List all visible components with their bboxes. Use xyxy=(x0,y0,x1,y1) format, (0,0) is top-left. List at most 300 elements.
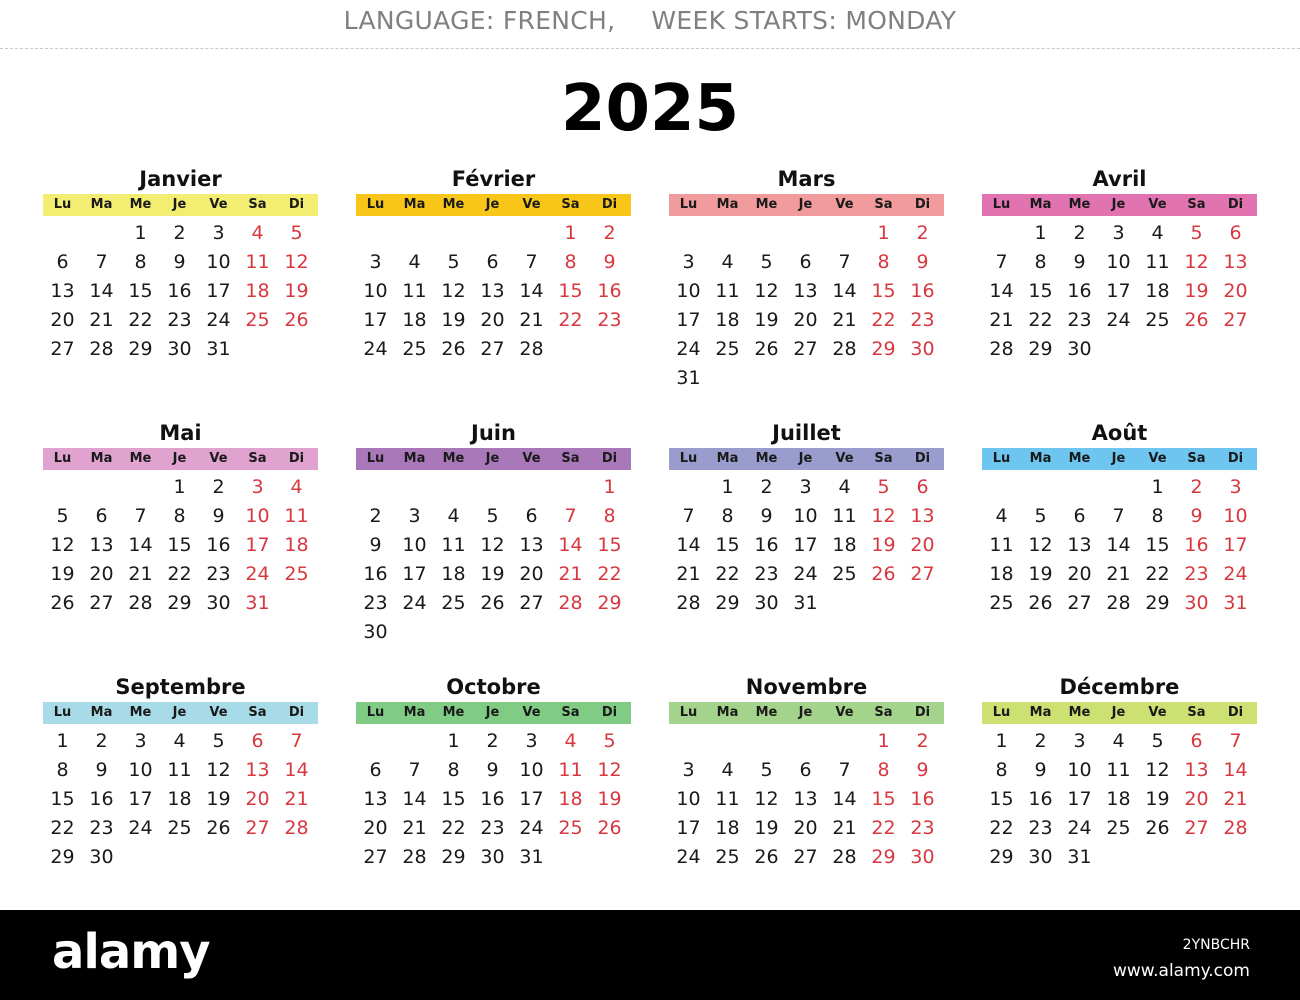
day-cell: 10 xyxy=(1106,251,1131,273)
weekday-label: Di xyxy=(288,451,305,466)
day-cell: 29 xyxy=(1028,338,1053,360)
day-cell: 6 xyxy=(369,759,382,781)
month-block xyxy=(982,166,1257,364)
day-cell: 22 xyxy=(1145,563,1170,585)
day-cell: 19 xyxy=(284,280,309,302)
day-cell: 8 xyxy=(877,251,890,273)
weekday-label: Je xyxy=(1111,705,1126,720)
day-cell: 13 xyxy=(519,534,544,556)
day-cell: 19 xyxy=(480,563,505,585)
day-cell: 26 xyxy=(50,592,75,614)
day-cell: 4 xyxy=(408,251,421,273)
day-cell: 14 xyxy=(832,280,857,302)
day-cell: 22 xyxy=(558,309,583,331)
day-cell: 12 xyxy=(1145,759,1170,781)
day-cell: 23 xyxy=(167,309,192,331)
month-name: Décembre xyxy=(1059,675,1180,699)
day-cell: 24 xyxy=(1067,817,1092,839)
weekday-label: Lu xyxy=(679,705,698,720)
day-cell: 17 xyxy=(793,534,818,556)
day-cell: 2 xyxy=(95,730,108,752)
day-grid xyxy=(669,727,944,872)
day-cell: 13 xyxy=(89,534,114,556)
day-cell: 24 xyxy=(206,309,231,331)
day-cell: 13 xyxy=(480,280,505,302)
day-cell: 16 xyxy=(1028,788,1053,810)
day-cell: 25 xyxy=(284,563,309,585)
month-block xyxy=(982,420,1257,618)
day-cell: 12 xyxy=(50,534,75,556)
day-cell: 23 xyxy=(1184,563,1209,585)
empty-cell xyxy=(786,219,825,248)
day-cell: 19 xyxy=(1028,563,1053,585)
weekday-label: Ve xyxy=(1148,197,1167,212)
day-cell: 15 xyxy=(50,788,75,810)
day-cell: 21 xyxy=(128,563,153,585)
weekday-label: Lu xyxy=(53,197,72,212)
day-cell: 6 xyxy=(525,505,538,527)
day-cell: 20 xyxy=(910,534,935,556)
empty-cell xyxy=(395,473,434,502)
weekday-label: Ma xyxy=(403,705,426,720)
day-cell: 1 xyxy=(603,476,616,498)
weekday-label: Me xyxy=(755,451,778,466)
image-id: 2YNBCHR xyxy=(1182,937,1250,953)
day-cell: 20 xyxy=(1223,280,1248,302)
empty-cell xyxy=(43,473,82,502)
day-cell: 22 xyxy=(50,817,75,839)
day-cell: 1 xyxy=(447,730,460,752)
day-cell: 6 xyxy=(486,251,499,273)
day-cell: 26 xyxy=(754,338,779,360)
day-cell: 16 xyxy=(1184,534,1209,556)
weekday-label: Je xyxy=(485,197,500,212)
day-cell: 19 xyxy=(597,788,622,810)
day-cell: 5 xyxy=(603,730,616,752)
day-cell: 17 xyxy=(676,309,701,331)
day-cell: 24 xyxy=(245,563,270,585)
month-name: Juin xyxy=(471,421,516,445)
day-cell: 23 xyxy=(363,592,388,614)
day-cell: 1 xyxy=(56,730,69,752)
weekday-label: Di xyxy=(1227,705,1244,720)
day-cell: 6 xyxy=(1190,730,1203,752)
day-cell: 19 xyxy=(441,309,466,331)
day-cell: 20 xyxy=(50,309,75,331)
weekday-label: Sa xyxy=(1187,197,1206,212)
watermark-footer xyxy=(0,910,1300,1000)
day-cell: 9 xyxy=(603,251,616,273)
day-cell: 28 xyxy=(519,338,544,360)
day-cell: 15 xyxy=(167,534,192,556)
day-grid xyxy=(669,219,944,393)
day-cell: 26 xyxy=(597,817,622,839)
weekday-header xyxy=(356,702,631,724)
footer-meta xyxy=(1113,932,1250,984)
day-cell: 25 xyxy=(715,846,740,868)
day-cell: 14 xyxy=(89,280,114,302)
day-cell: 13 xyxy=(793,280,818,302)
weekday-label: Ma xyxy=(90,197,113,212)
day-cell: 29 xyxy=(871,338,896,360)
day-cell: 20 xyxy=(793,817,818,839)
day-cell: 9 xyxy=(369,534,382,556)
empty-cell xyxy=(473,473,512,502)
day-cell: 12 xyxy=(206,759,231,781)
day-cell: 17 xyxy=(676,817,701,839)
day-cell: 5 xyxy=(212,730,225,752)
weekday-label: Je xyxy=(1111,451,1126,466)
month-block xyxy=(356,674,631,872)
weekday-label: Di xyxy=(1227,197,1244,212)
weekday-label: Di xyxy=(914,451,931,466)
day-cell: 30 xyxy=(1067,338,1092,360)
day-cell: 26 xyxy=(480,592,505,614)
day-grid xyxy=(982,727,1257,872)
day-cell: 20 xyxy=(1184,788,1209,810)
day-cell: 10 xyxy=(793,505,818,527)
day-cell: 12 xyxy=(480,534,505,556)
day-cell: 27 xyxy=(1184,817,1209,839)
day-cell: 25 xyxy=(558,817,583,839)
day-cell: 3 xyxy=(799,476,812,498)
day-cell: 27 xyxy=(910,563,935,585)
weekday-label: Me xyxy=(1068,705,1091,720)
day-cell: 4 xyxy=(173,730,186,752)
day-cell: 1 xyxy=(173,476,186,498)
weekday-label: Me xyxy=(442,705,465,720)
day-cell: 2 xyxy=(603,222,616,244)
weekday-label: Ve xyxy=(835,451,854,466)
day-cell: 10 xyxy=(245,505,270,527)
day-cell: 18 xyxy=(558,788,583,810)
day-cell: 17 xyxy=(363,309,388,331)
day-cell: 13 xyxy=(1184,759,1209,781)
day-cell: 8 xyxy=(447,759,460,781)
day-cell: 10 xyxy=(1223,505,1248,527)
day-cell: 11 xyxy=(1145,251,1170,273)
day-cell: 2 xyxy=(760,476,773,498)
empty-cell xyxy=(512,219,551,248)
day-cell: 16 xyxy=(910,788,935,810)
day-cell: 5 xyxy=(1151,730,1164,752)
weekday-label: Lu xyxy=(366,197,385,212)
day-cell: 14 xyxy=(558,534,583,556)
day-cell: 29 xyxy=(128,338,153,360)
day-cell: 22 xyxy=(1028,309,1053,331)
month-name: Juillet xyxy=(772,421,841,445)
day-cell: 17 xyxy=(245,534,270,556)
day-cell: 21 xyxy=(284,788,309,810)
day-cell: 12 xyxy=(1184,251,1209,273)
day-cell: 15 xyxy=(558,280,583,302)
day-cell: 22 xyxy=(871,817,896,839)
day-cell: 22 xyxy=(871,309,896,331)
month-block xyxy=(669,420,944,618)
day-cell: 4 xyxy=(564,730,577,752)
day-cell: 13 xyxy=(363,788,388,810)
day-cell: 30 xyxy=(910,338,935,360)
day-cell: 9 xyxy=(916,759,929,781)
weekday-label: Ve xyxy=(522,451,541,466)
day-cell: 13 xyxy=(1067,534,1092,556)
day-cell: 18 xyxy=(245,280,270,302)
month-name: Septembre xyxy=(115,675,246,699)
day-cell: 3 xyxy=(212,222,225,244)
weekday-label: Me xyxy=(129,705,152,720)
day-cell: 26 xyxy=(754,846,779,868)
day-cell: 2 xyxy=(916,222,929,244)
day-cell: 9 xyxy=(95,759,108,781)
weekday-label: Sa xyxy=(1187,451,1206,466)
day-cell: 24 xyxy=(676,846,701,868)
weekday-label: Ma xyxy=(1029,451,1052,466)
day-cell: 31 xyxy=(519,846,544,868)
weekday-label: Je xyxy=(172,197,187,212)
day-cell: 24 xyxy=(363,338,388,360)
weekday-label: Sa xyxy=(874,197,893,212)
day-cell: 23 xyxy=(480,817,505,839)
weekday-label: Lu xyxy=(992,197,1011,212)
weekday-label: Di xyxy=(288,705,305,720)
day-cell: 22 xyxy=(989,817,1014,839)
weekday-label: Je xyxy=(1111,197,1126,212)
day-cell: 21 xyxy=(89,309,114,331)
weekday-label: Di xyxy=(601,197,618,212)
day-cell: 6 xyxy=(95,505,108,527)
day-cell: 7 xyxy=(995,251,1008,273)
empty-cell xyxy=(1099,473,1138,502)
day-cell: 3 xyxy=(682,759,695,781)
empty-cell xyxy=(121,473,160,502)
weekday-label: Me xyxy=(755,705,778,720)
day-cell: 16 xyxy=(89,788,114,810)
day-cell: 13 xyxy=(910,505,935,527)
day-cell: 20 xyxy=(480,309,505,331)
day-cell: 9 xyxy=(212,505,225,527)
day-cell: 2 xyxy=(369,505,382,527)
weekday-label: Ve xyxy=(835,705,854,720)
day-cell: 16 xyxy=(480,788,505,810)
day-cell: 27 xyxy=(793,338,818,360)
month-block xyxy=(356,166,631,364)
header-info xyxy=(0,6,1300,35)
day-cell: 3 xyxy=(1073,730,1086,752)
day-cell: 11 xyxy=(284,505,309,527)
day-cell: 27 xyxy=(519,592,544,614)
empty-cell xyxy=(82,219,121,248)
empty-cell xyxy=(473,219,512,248)
day-cell: 18 xyxy=(284,534,309,556)
day-cell: 23 xyxy=(754,563,779,585)
day-cell: 7 xyxy=(682,505,695,527)
day-cell: 25 xyxy=(832,563,857,585)
day-cell: 5 xyxy=(760,759,773,781)
day-cell: 19 xyxy=(50,563,75,585)
day-cell: 7 xyxy=(290,730,303,752)
weekday-label: Sa xyxy=(874,451,893,466)
day-cell: 29 xyxy=(50,846,75,868)
month-name: Mars xyxy=(777,167,836,191)
day-cell: 26 xyxy=(206,817,231,839)
day-cell: 9 xyxy=(760,505,773,527)
day-cell: 18 xyxy=(715,309,740,331)
day-cell: 25 xyxy=(441,592,466,614)
day-cell: 11 xyxy=(832,505,857,527)
day-cell: 21 xyxy=(519,309,544,331)
day-cell: 12 xyxy=(871,505,896,527)
day-cell: 16 xyxy=(363,563,388,585)
empty-cell xyxy=(1021,473,1060,502)
weekday-label: Sa xyxy=(248,197,267,212)
day-cell: 6 xyxy=(799,251,812,273)
weekday-label: Lu xyxy=(366,705,385,720)
day-cell: 11 xyxy=(402,280,427,302)
day-cell: 3 xyxy=(369,251,382,273)
day-cell: 9 xyxy=(486,759,499,781)
day-cell: 29 xyxy=(597,592,622,614)
day-cell: 12 xyxy=(284,251,309,273)
day-cell: 23 xyxy=(597,309,622,331)
language-label: LANGUAGE: FRENCH, xyxy=(343,6,616,35)
day-cell: 4 xyxy=(1151,222,1164,244)
day-cell: 27 xyxy=(793,846,818,868)
weekday-label: Je xyxy=(798,197,813,212)
day-cell: 3 xyxy=(408,505,421,527)
year-title: 2025 xyxy=(560,72,740,146)
empty-cell xyxy=(356,727,395,756)
day-cell: 24 xyxy=(676,338,701,360)
weekday-label: Di xyxy=(601,705,618,720)
empty-cell xyxy=(551,473,590,502)
day-grid xyxy=(982,473,1257,618)
day-cell: 26 xyxy=(1145,817,1170,839)
weekday-header xyxy=(356,194,631,216)
day-cell: 29 xyxy=(1145,592,1170,614)
weekday-label: Ve xyxy=(209,197,228,212)
weekday-label: Ma xyxy=(716,197,739,212)
weekday-label: Lu xyxy=(53,705,72,720)
day-cell: 18 xyxy=(832,534,857,556)
day-cell: 12 xyxy=(754,788,779,810)
weekday-label: Lu xyxy=(992,705,1011,720)
day-cell: 7 xyxy=(1112,505,1125,527)
day-cell: 9 xyxy=(1034,759,1047,781)
day-cell: 18 xyxy=(715,817,740,839)
day-cell: 30 xyxy=(89,846,114,868)
day-cell: 30 xyxy=(1028,846,1053,868)
weekday-header xyxy=(43,702,318,724)
day-cell: 11 xyxy=(245,251,270,273)
day-cell: 11 xyxy=(167,759,192,781)
weekday-label: Lu xyxy=(366,451,385,466)
day-cell: 27 xyxy=(480,338,505,360)
day-cell: 15 xyxy=(1145,534,1170,556)
day-cell: 5 xyxy=(290,222,303,244)
day-cell: 18 xyxy=(167,788,192,810)
day-cell: 26 xyxy=(1028,592,1053,614)
day-cell: 8 xyxy=(173,505,186,527)
day-cell: 21 xyxy=(1223,788,1248,810)
day-cell: 5 xyxy=(1190,222,1203,244)
day-cell: 21 xyxy=(1106,563,1131,585)
day-cell: 12 xyxy=(1028,534,1053,556)
day-cell: 2 xyxy=(212,476,225,498)
weekday-label: Sa xyxy=(561,705,580,720)
day-cell: 24 xyxy=(519,817,544,839)
month-name: Janvier xyxy=(139,167,222,191)
day-cell: 7 xyxy=(838,251,851,273)
day-cell: 30 xyxy=(1184,592,1209,614)
day-cell: 22 xyxy=(167,563,192,585)
day-cell: 8 xyxy=(995,759,1008,781)
day-cell: 26 xyxy=(284,309,309,331)
day-cell: 28 xyxy=(832,846,857,868)
day-cell: 30 xyxy=(754,592,779,614)
empty-cell xyxy=(747,219,786,248)
day-cell: 31 xyxy=(206,338,231,360)
weekday-label: Ve xyxy=(1148,451,1167,466)
day-cell: 1 xyxy=(1034,222,1047,244)
month-name: Avril xyxy=(1092,167,1147,191)
weekday-label: Di xyxy=(601,451,618,466)
day-grid xyxy=(43,219,318,364)
day-cell: 9 xyxy=(916,251,929,273)
day-cell: 12 xyxy=(597,759,622,781)
day-cell: 11 xyxy=(715,788,740,810)
weekday-label: Lu xyxy=(679,451,698,466)
weekday-label: Sa xyxy=(561,451,580,466)
day-cell: 10 xyxy=(676,280,701,302)
day-cell: 8 xyxy=(1034,251,1047,273)
day-cell: 28 xyxy=(1106,592,1131,614)
day-cell: 5 xyxy=(56,505,69,527)
day-cell: 28 xyxy=(128,592,153,614)
month-name: Août xyxy=(1091,421,1148,445)
weekday-label: Ma xyxy=(716,705,739,720)
month-block xyxy=(669,674,944,872)
day-cell: 6 xyxy=(56,251,69,273)
day-grid xyxy=(982,219,1257,364)
day-cell: 8 xyxy=(1151,505,1164,527)
empty-cell xyxy=(825,727,864,756)
month-block xyxy=(43,166,318,364)
day-cell: 9 xyxy=(173,251,186,273)
day-grid xyxy=(669,473,944,618)
day-cell: 4 xyxy=(251,222,264,244)
day-cell: 23 xyxy=(910,309,935,331)
day-cell: 17 xyxy=(128,788,153,810)
empty-cell xyxy=(356,473,395,502)
day-cell: 28 xyxy=(989,338,1014,360)
weekday-label: Me xyxy=(1068,197,1091,212)
day-cell: 30 xyxy=(910,846,935,868)
day-cell: 16 xyxy=(754,534,779,556)
day-cell: 15 xyxy=(989,788,1014,810)
day-cell: 3 xyxy=(1112,222,1125,244)
day-cell: 20 xyxy=(245,788,270,810)
day-cell: 16 xyxy=(910,280,935,302)
empty-cell xyxy=(747,727,786,756)
day-cell: 7 xyxy=(525,251,538,273)
week-start-label: WEEK STARTS: MONDAY xyxy=(651,6,957,35)
day-cell: 19 xyxy=(1145,788,1170,810)
weekday-label: Di xyxy=(914,705,931,720)
day-cell: 1 xyxy=(995,730,1008,752)
day-cell: 1 xyxy=(564,222,577,244)
day-cell: 13 xyxy=(245,759,270,781)
weekday-label: Me xyxy=(442,197,465,212)
